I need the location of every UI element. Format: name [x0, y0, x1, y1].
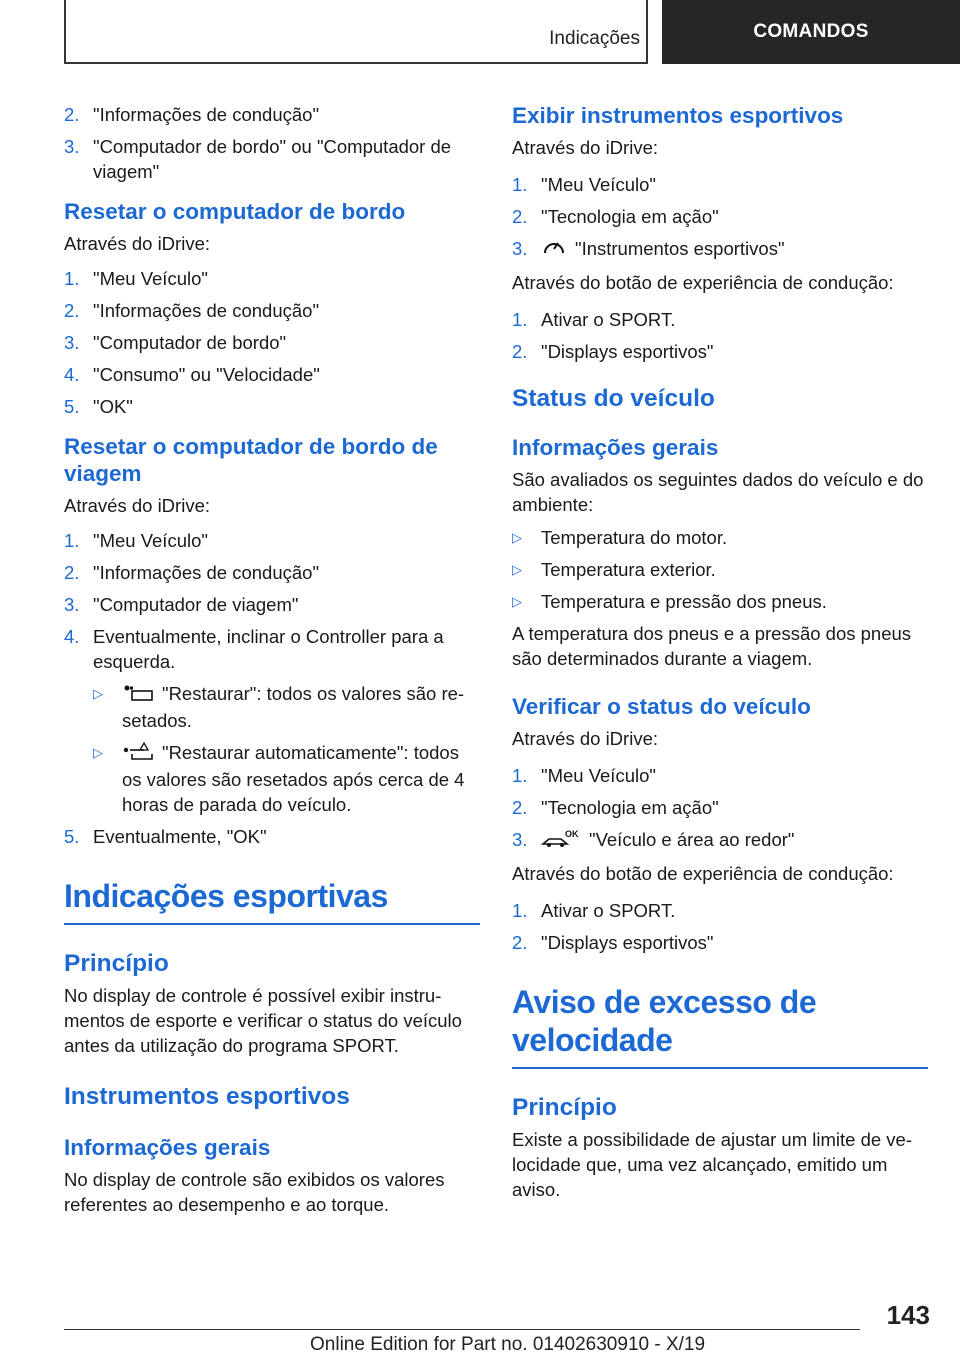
list-item: 3. "Computador de bordo" ou "Computador de viagem"	[64, 136, 452, 182]
heading-sport-instruments: Instrumentos esportivos	[64, 1082, 350, 1110]
heading-principle: Princípio	[64, 949, 169, 977]
paragraph: São avaliados os seguintes dados do veículo e do ambiente:	[512, 469, 924, 516]
triangle-bullet-icon: ▷	[512, 562, 522, 578]
list-item: 2. "Tecnologia em ação"	[512, 206, 719, 227]
paragraph: No display de controle são exibidos os valores referentes ao desempenho e ao torque.	[64, 1168, 445, 1215]
paragraph: No display de controle é possível exibir instrumentos de esporte e verificar o status do veículo antes da utilização do programa SPORT.	[64, 984, 462, 1056]
list-item: ▷ Temperatura exterior.	[512, 559, 716, 581]
header-section: Indicações	[549, 28, 640, 49]
car-ok-icon	[541, 828, 581, 854]
list-item: 3. "Instrumentos esportivos"	[512, 236, 928, 263]
triangle-bullet-icon: ▷	[512, 594, 522, 610]
heading-sport-indications: Indicações esportivas	[64, 877, 480, 925]
heading-general-info: Informações gerais	[512, 435, 719, 461]
list-item: ▷ Temperatura do motor.	[512, 527, 728, 549]
heading-show-instruments: Exibir instrumentos esportivos	[512, 103, 844, 128]
list-item: 4. "Consumo" ou "Velocidade"	[64, 364, 320, 385]
list-item: 2. "Displays esportivos"	[512, 341, 714, 363]
heading-reset-computer: Resetar o computador de bordo	[64, 199, 406, 224]
list-item: 5. "OK"	[64, 396, 133, 417]
list-item: 5. Eventualmente, "OK"	[64, 825, 267, 847]
list-item: 1. "Meu Veículo"	[512, 765, 656, 787]
list-item: 1. "Meu Veículo"	[64, 530, 208, 551]
header-tab: COMANDOS	[662, 0, 960, 64]
sub-list-item: ▷ "Restaurar": todos os valores são resetados.	[93, 683, 465, 731]
svg-text:OK: OK	[565, 829, 579, 840]
triangle-bullet-icon: ▷	[93, 744, 103, 760]
paragraph: A temperatura dos pneus e a pressão dos pneus são determinados durante a viagem.	[512, 623, 912, 670]
heading-check-status: Verificar o status do veículo	[512, 694, 811, 720]
reset-icon	[122, 683, 154, 708]
list-item: 2. "Informações de condução"	[64, 104, 320, 125]
auto-reset-icon	[122, 741, 154, 767]
page-number: 143	[886, 1300, 930, 1330]
list-item: 3. "Computador de viagem"	[64, 594, 299, 615]
triangle-bullet-icon: ▷	[512, 530, 522, 546]
list-item: 3. "Computador de bordo"	[64, 332, 287, 353]
list-item: 1. "Meu Veículo"	[512, 174, 656, 195]
paragraph: Através do iDrive:	[64, 495, 210, 516]
heading-principle: Princípio	[512, 1094, 617, 1122]
triangle-bullet-icon: ▷	[93, 686, 103, 701]
sub-list-item: ▷ "Restaurar automaticamente": todos os valores são resetados após cerca de 4 horas de parada do veículo.	[93, 741, 465, 815]
paragraph: Existe a possibilidade de ajustar um limite de velocidade que, uma vez alcançado, emitido um aviso.	[512, 1129, 913, 1201]
list-item: 1. Ativar o SPORT.	[512, 309, 676, 331]
list-item: 1. "Meu Veículo"	[64, 268, 208, 289]
heading-general-info: Informações gerais	[64, 1134, 271, 1160]
paragraph: Através do iDrive:	[512, 137, 658, 158]
list-item: ▷ Temperatura e pressão dos pneus.	[512, 591, 827, 613]
list-item: 4. Eventualmente, inclinar o Controller para a esquerda.	[64, 626, 444, 672]
list-item: 3. OK "Veículo e área ao redor"	[512, 827, 928, 854]
list-item: 2. "Tecnologia em ação"	[512, 797, 719, 819]
footer-edition: Online Edition for Part no. 01402630910 - X/19	[310, 1334, 706, 1355]
list-item: 2. "Informações de condução"	[64, 562, 320, 583]
heading-speed-warning: Aviso de excesso de velocidade	[512, 983, 928, 1069]
heading-reset-journey: Resetar o computador de bordo de viagem	[64, 434, 438, 486]
right-column	[512, 102, 928, 1202]
footer-rule	[64, 1329, 860, 1330]
paragraph: Através do iDrive:	[64, 233, 210, 254]
left-column	[64, 102, 480, 1217]
list-item: 1. Ativar o SPORT.	[512, 900, 676, 922]
paragraph: Através do botão de experiência de condução:	[512, 863, 894, 885]
paragraph: Através do botão de experiência de condução:	[512, 272, 894, 294]
list-item: 2. "Informações de condução"	[64, 300, 320, 321]
speedometer-icon	[541, 237, 567, 263]
list-item: 2. "Displays esportivos"	[512, 932, 714, 954]
paragraph: Através do iDrive:	[512, 728, 658, 750]
heading-vehicle-status: Status do veículo	[512, 385, 715, 413]
